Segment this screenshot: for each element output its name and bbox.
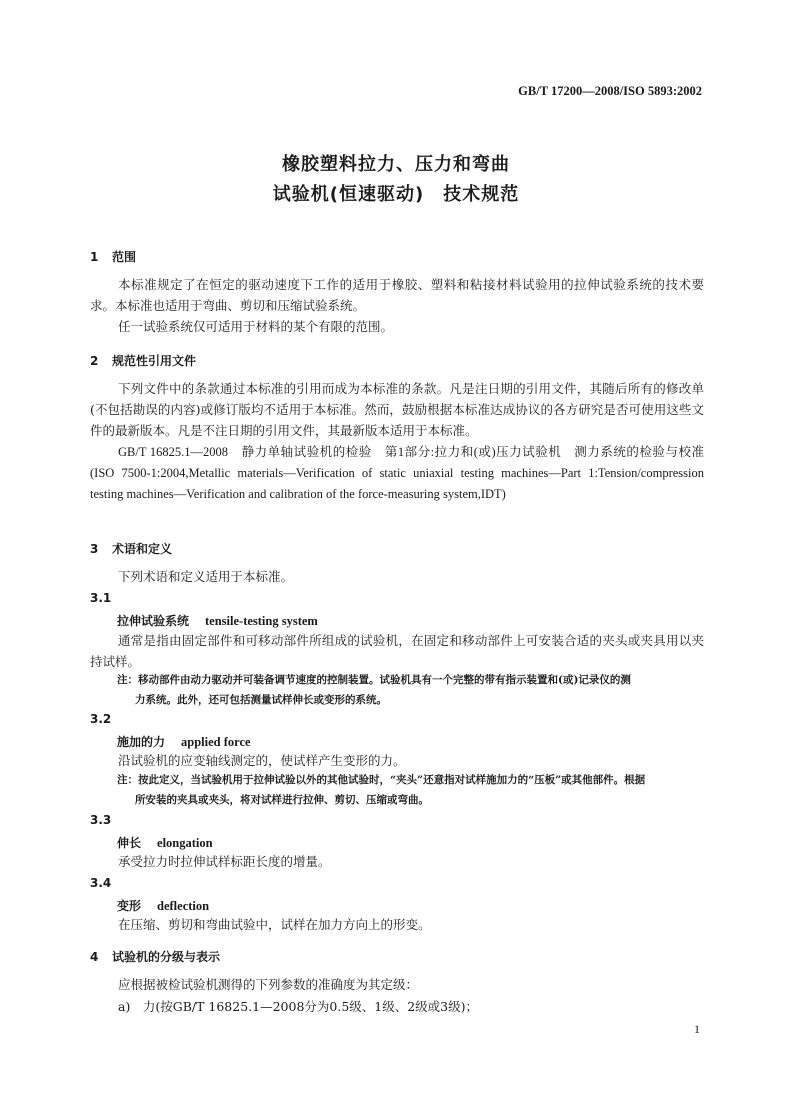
- definition-3-2: 沿试验机的应变轴线测定的，使试样产生变形的力。: [118, 753, 406, 768]
- section-number: 1: [90, 250, 99, 264]
- section-title: 规范性引用文件: [112, 354, 197, 368]
- term-3-2: [117, 733, 251, 750]
- page-number: 1: [694, 1022, 700, 1036]
- term-chinese: 拉伸试验系统: [117, 614, 190, 628]
- note-3-1: [117, 670, 704, 710]
- section-title: 试验机的分级与表示: [112, 950, 221, 964]
- section-1-paragraph-1: 本标准规定了在恒定的驱动速度下工作的适用于橡胶、塑料和粘接材料试验用的拉伸试验系统的技术要求。本标准也适用于弯曲、剪切和压缩试验系统。: [90, 277, 704, 313]
- document-title-line1: 橡胶塑料拉力、压力和弯曲: [282, 154, 510, 175]
- section-3-intro: 下列术语和定义适用于本标准。: [118, 569, 294, 584]
- section-4-paragraph-1: 应根据被检试验机测得的下列参数的准确度为其定级：: [118, 977, 419, 992]
- note-line-1: 注：移动部件由动力驱动并可装备调节速度的控制装置。试验机具有一个完整的带有指示装置和(或)记录仪的测: [117, 674, 631, 686]
- note-line-2: 力系统。此外，还可包括测量试样伸长或变形的系统。: [135, 694, 387, 706]
- term-english: deflection: [157, 899, 210, 913]
- clause-number-3-3: 3.3: [90, 813, 112, 827]
- section-3-heading: [90, 540, 172, 557]
- term-chinese: 变形: [117, 899, 142, 913]
- term-3-3: [117, 834, 213, 851]
- definition-3-3: 承受拉力时拉伸试样标距长度的增量。: [118, 854, 331, 869]
- clause-number-3-4: 3.4: [90, 876, 112, 890]
- section-2-paragraph-1: 下列文件中的条款通过本标准的引用而成为本标准的条款。凡是注日期的引用文件，其随后所有的修改单(不包括勘误的内容)或修订版均不适用于本标准。然而，鼓励根据本标准达成协议的各方研究是否可使用这些文件的最新版本。凡是不注日期的引用文件，其最新版本适用于本标准。: [90, 381, 704, 438]
- term-chinese: 施加的力: [117, 735, 166, 749]
- term-chinese: 伸长: [117, 836, 142, 850]
- term-3-4: [117, 897, 209, 914]
- term-3-1: [117, 612, 318, 629]
- clause-number-3-1: 3.1: [90, 591, 112, 605]
- document-title-line2: 试验机(恒速驱动) 技术规范: [272, 184, 520, 205]
- note-3-2: [117, 770, 704, 810]
- normative-reference: GB/T 16825.1—2008 静力单轴试验机的检验 第1部分:拉力和(或)压力试验机 测力系统的检验与校准(ISO 7500-1:2004,Metallic materials—Verification of static uniaxial testing machines—Part 1:Tension/compression testing machines—Verification and calibration of the force-measuring system,IDT): [90, 445, 704, 501]
- clause-number-3-2: 3.2: [90, 712, 112, 726]
- section-title: 术语和定义: [112, 542, 173, 556]
- note-line-2: 所安装的夹具或夹头，将对试样进行拉伸、剪切、压缩或弯曲。: [135, 794, 429, 806]
- term-english: tensile-testing system: [205, 614, 318, 628]
- standard-code: GB/T 17200—2008/ISO 5893:2002: [518, 84, 702, 98]
- list-item-a: a) 力(按GB/T 16825.1—2008分为0.5级、1级、2级或3级)；: [118, 999, 479, 1014]
- definition-3-4: 在压缩、剪切和弯曲试验中，试样在加力方向上的形变。: [118, 917, 431, 932]
- section-2-heading: [90, 352, 196, 369]
- term-english: elongation: [157, 836, 213, 850]
- section-4-heading: [90, 948, 220, 965]
- section-number: 4: [90, 950, 99, 964]
- definition-3-1: 通常是指由固定部件和可移动部件所组成的试验机，在固定和移动部件上可安装合适的夹头或夹具用以夹持试样。: [90, 633, 704, 669]
- section-1-heading: [90, 248, 136, 265]
- section-number: 3: [90, 542, 99, 556]
- section-title: 范围: [112, 250, 137, 264]
- section-number: 2: [90, 354, 99, 368]
- section-1-paragraph-2: 任一试验系统仅可适用于材料的某个有限的范围。: [118, 319, 394, 334]
- note-line-1: 注：按此定义，当试验机用于拉伸试验以外的其他试验时，“夹头”还意指对试样施加力的“压板”或其他部件。根据: [117, 774, 646, 786]
- term-english: applied force: [181, 735, 251, 749]
